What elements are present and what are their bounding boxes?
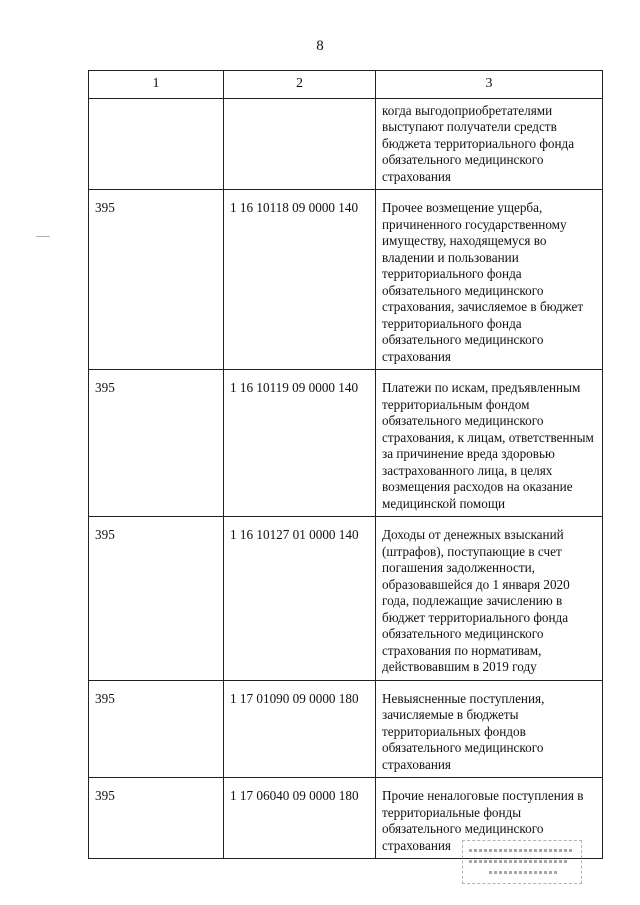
description-cell: когда выгодоприобретателями выступают получатели средств бюджета территориального фонда обязательного медицинского страхования <box>376 98 603 190</box>
budget-code-cell: 1 16 10127 01 0000 140 <box>224 517 376 681</box>
admin-code-cell: 395 <box>89 680 224 778</box>
table-row <box>89 190 603 370</box>
budget-code-cell: 1 16 10118 09 0000 140 <box>224 190 376 370</box>
admin-code-cell: 395 <box>89 778 224 859</box>
budget-code-cell: 1 17 06040 09 0000 180 <box>224 778 376 859</box>
description-cell: Прочее возмещение ущерба, причиненного государственному имуществу, находящемуся во владении и пользовании территориального фонда обязательного медицинского страхования, зачисляемое в бюджет территориального фонда обязательного медицинского страхования <box>376 190 603 370</box>
admin-code-cell: 395 <box>89 517 224 681</box>
table-row <box>89 680 603 778</box>
table-row <box>89 517 603 681</box>
page-number: 8 <box>316 38 324 54</box>
budget-code-cell: 1 16 10119 09 0000 140 <box>224 370 376 517</box>
revenue-codes-table <box>88 70 603 859</box>
margin-mark <box>36 236 50 237</box>
table-row-continuation <box>89 98 603 190</box>
admin-code-cell: 395 <box>89 370 224 517</box>
column-header-3: 3 <box>376 71 603 99</box>
description-cell: Платежи по искам, предъявленным территориальным фондом обязательного медицинского страхования, к лицам, ответственным за причинение вреда здоровью застрахованного лица, в целях возмещения расходов на оказание медицинской помощи <box>376 370 603 517</box>
admin-code-cell <box>89 98 224 190</box>
description-cell: Доходы от денежных взысканий (штрафов), поступающие в счет погашения задолженности, образовавшейся до 1 января 2020 года, подлежащие зачислению в бюджет территориального фонда обязательного медицинского страхования по нормативам, действовавшим в 2019 году <box>376 517 603 681</box>
description-cell: Невыясненные поступления, зачисляемые в бюджеты территориальных фондов обязательного медицинского страхования <box>376 680 603 778</box>
budget-code-cell: 1 17 01090 09 0000 180 <box>224 680 376 778</box>
budget-code-cell <box>224 98 376 190</box>
table-row <box>89 370 603 517</box>
column-header-2: 2 <box>224 71 376 99</box>
admin-code-cell: 395 <box>89 190 224 370</box>
table-header-row <box>89 71 603 99</box>
stamp-line <box>469 860 567 863</box>
stamp-line <box>489 871 559 874</box>
registration-stamp <box>462 840 582 884</box>
column-header-1: 1 <box>89 71 224 99</box>
description-cell: Прочие неналоговые поступления в территориальные фонды обязательного медицинского страхования <box>376 778 603 859</box>
stamp-line <box>469 849 573 852</box>
